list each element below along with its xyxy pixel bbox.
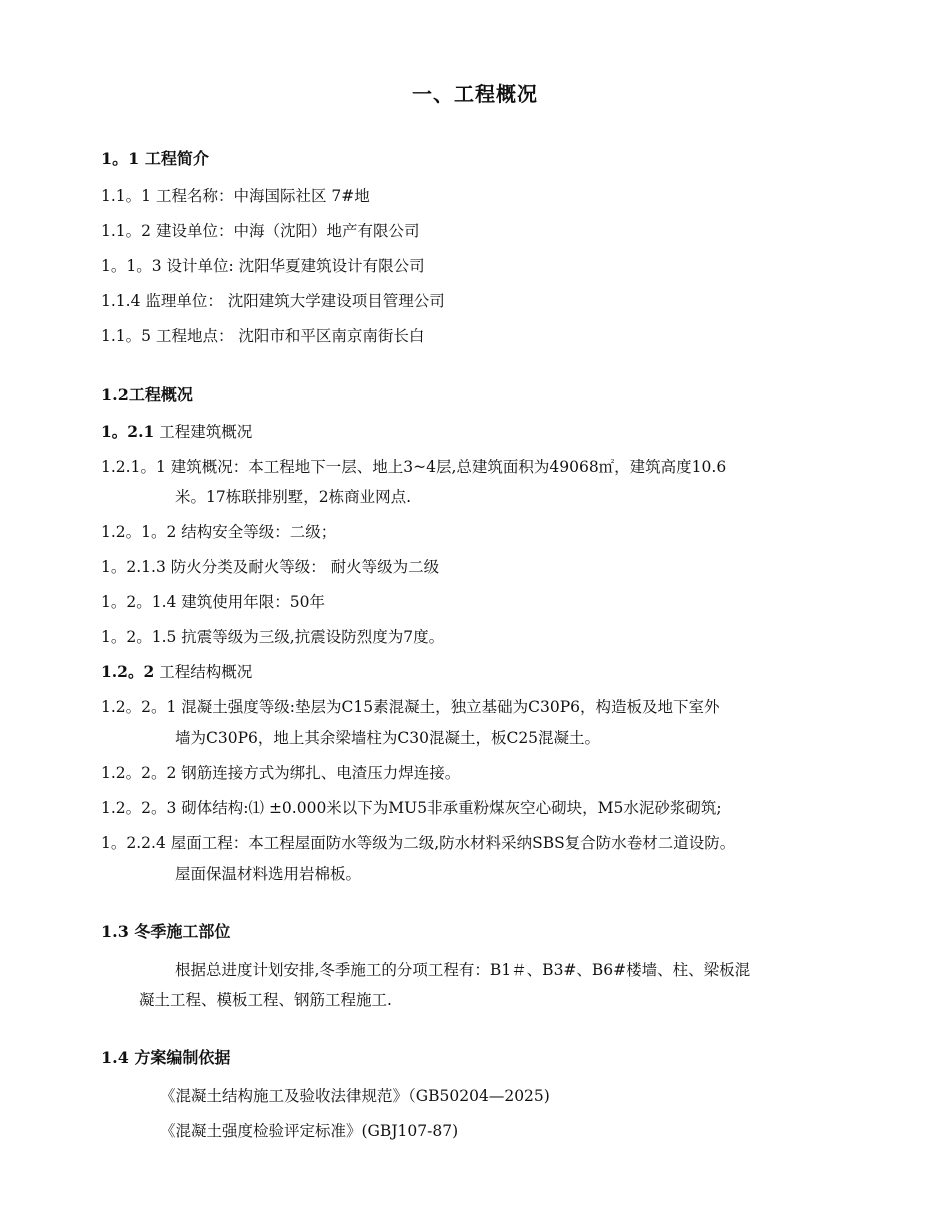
masonry-line: 1.2。2。3 砌体结构:⑴ ±0.000米以下为MU5非承重粉煤灰空心砌块，M5水泥砂浆砌筑;	[101, 799, 722, 817]
project-location-line: 1.1。5 工程地点： 沈阳市和平区南京南街长白	[101, 327, 425, 345]
section-heading-1-2: 1.2工程概况	[101, 385, 193, 404]
seismic-line: 1。2。1.5 抗震等级为三级,抗震设防烈度为7度。	[101, 628, 445, 646]
structure-safety-line: 1.2。1。2 结构安全等级：二级；	[101, 523, 337, 541]
subsection-title: 工程结构概况	[154, 663, 253, 681]
building-overview-line: 1.2.1。1 建筑概况：本工程地下一层、地上3~4层,总建筑面积为49068㎡，建筑高度10.6	[101, 458, 727, 476]
subsection-heading-1-2-1	[101, 417, 252, 447]
concrete-grade-line: 1.2。2。1 混凝土强度等级:垫层为C15素混凝土，独立基础为C30P6，构造板及地下室外	[101, 698, 720, 716]
subsection-title: 工程建筑概况	[154, 423, 253, 441]
subsection-number: 1.2。2	[101, 662, 155, 681]
reference-item: 《混凝土强度检验评定标准》(GBJ107-87)	[160, 1122, 459, 1140]
concrete-grade-line-cont: 墙为C30P6，地上其余梁墙柱为C30混凝土，板C25混凝土。	[175, 729, 601, 747]
section-heading-1-4: 1.4 方案编制依据	[101, 1048, 231, 1067]
roofing-line-cont: 屋面保温材料选用岩棉板。	[175, 865, 362, 883]
construction-unit-line: 1.1。2 建设单位：中海（沈阳）地产有限公司	[101, 222, 420, 240]
reference-item: 《混凝土结构施工及验收法律规范》（GB50204—2025)	[160, 1087, 550, 1105]
project-name-line: 1.1。1 工程名称：中海国际社区 7#地	[101, 187, 370, 205]
supervision-unit-line: 1.1.4 监理单位： 沈阳建筑大学建设项目管理公司	[101, 292, 445, 310]
subsection-heading-1-2-2	[101, 657, 252, 687]
design-unit-line: 1。1。3 设计单位: 沈阳华夏建筑设计有限公司	[101, 257, 425, 275]
fire-rating-line: 1。2.1.3 防火分类及耐火等级： 耐火等级为二级	[101, 558, 440, 576]
subsection-number: 1。2.1	[101, 422, 155, 441]
section-heading-1-3: 1.3 冬季施工部位	[101, 922, 231, 941]
building-overview-line-cont: 米。17栋联排别墅，2栋商业网点.	[175, 488, 412, 506]
section-heading-1-1: 1。1 工程简介	[101, 149, 209, 168]
winter-construction-paragraph: 根据总进度计划安排,冬季施工的分项工程有：B1＃、B3#、B6#楼墙、柱、梁板混	[175, 961, 751, 979]
service-life-line: 1。2。1.4 建筑使用年限：50年	[101, 593, 326, 611]
roofing-line: 1。2.2.4 屋面工程：本工程屋面防水等级为二级,防水材料采纳SBS复合防水卷材二道设防。	[101, 834, 736, 852]
page-title: 一、工程概况	[412, 82, 538, 106]
rebar-connection-line: 1.2。2。2 钢筋连接方式为绑扎、电渣压力焊连接。	[101, 764, 461, 782]
winter-construction-paragraph-cont: 凝土工程、模板工程、钢筋工程施工.	[139, 991, 392, 1009]
